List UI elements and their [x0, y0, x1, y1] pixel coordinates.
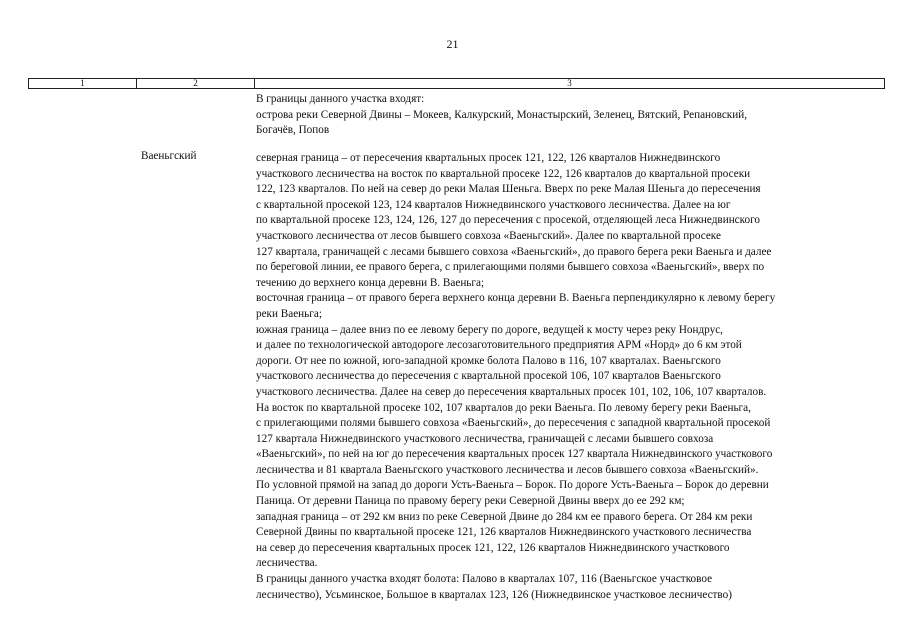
text-line: по береговой линии, ее правого берега, с прилегающими полями бывшего совхоза «Ваеньгский», вверх по [256, 261, 765, 274]
text-line: западная граница – от 292 км вниз по реке Северной Двине до 284 км ее правого берега. От 284 км реки [256, 510, 753, 523]
text-line: участкового лесничества на восток по квартальной просеке 122, 126 кварталов до квартальной просеки [256, 167, 751, 180]
text-line: По условной прямой на запад до дороги Усть-Ваеньга – Борок. По дороге Усть-Ваеньга – Борок до деревни [256, 479, 769, 492]
text-line: восточная граница – от правого берега верхнего конца деревни В. Ваеньга перпендикулярно к левому берегу [256, 292, 776, 305]
text-line: острова реки Северной Двины – Мокеев, Калкурский, Монастырский, Зеленец, Вятский, Репановский, [256, 108, 748, 121]
text-line: В границы данного участка входят болота: Палово в кварталах 107, 116 (Ваеньгское участковое [256, 573, 713, 586]
text-line: «Ваеньгский», по ней на юг до пересечения квартальных просек 127 квартала Нижнедвинского участкового [256, 448, 773, 461]
table-header-cell-1: 1 [29, 79, 137, 88]
text-line: лесничества и 81 квартала Ваеньгского участкового лесничества и лесов бывшего совхоза «Ваеньгский». [256, 463, 759, 476]
text-line: по квартальной просеке 123, 124, 126, 127 до пересечения с просекой, отделяющей леса Нижнедвинского [256, 214, 761, 227]
text-line: лесничество), Усьминское, Большое в кварталах 123, 126 (Нижнедвинское участковое лесничество) [256, 588, 732, 601]
text-line: участкового лесничества от лесов бывшего совхоза «Ваеньгский». Далее по квартальной просеке [256, 229, 721, 242]
text-line: Паница. От деревни Паница по правому берегу реки Северной Двины вверх до ее 292 км; [256, 495, 685, 508]
row-vaengsky-text [256, 151, 871, 603]
text-line: дороги. От нее по южной, юго-западной кромке болота Палово в 116, 107 кварталах. Ваеньгского [256, 354, 721, 367]
text-line: участкового лесничества. Далее на север до пересечения квартальных просек 101, 102, 106, 107 кварталов. [256, 385, 767, 398]
text-line: на север до пересечения квартальных просек 121, 122, 126 кварталов Нижнедвинского участкового [256, 541, 730, 554]
text-line: северная граница – от пересечения квартальных просек 121, 122, 126 кварталов Нижнедвинского [256, 152, 721, 164]
text-line: 127 квартала, граничащей с лесами бывшего совхоза «Ваеньгский», до правого берега реки Ваеньга и далее [256, 245, 772, 258]
row-islands-text [256, 92, 871, 139]
table-header-cell-3: 3 [567, 78, 572, 88]
text-line: В границы данного участка входят: [256, 93, 425, 105]
text-line: с квартальной просекой 123, 124 кварталов Нижнедвинского участкового лесничества. Далее на юг [256, 198, 731, 211]
page-number: 21 [446, 37, 459, 51]
text-line: Богачёв, Попов [256, 124, 330, 137]
table-header-row [28, 78, 885, 89]
text-line: южная граница – далее вниз по ее левому берегу по дороге, ведущей к мосту через реку Нондрус, [256, 323, 723, 336]
text-line: 122, 123 кварталов. По ней на север до реки Малая Шеньга. Вверх по реке Малая Шеньга до пересечения [256, 183, 761, 196]
text-line: реки Ваеньга; [256, 307, 322, 320]
text-line: 127 квартала Нижнедвинского участкового лесничества, граничащей с лесами бывшего совхоза [256, 432, 714, 445]
text-line: течению до верхнего конца деревни В. Ваеньга; [256, 276, 485, 289]
text-line: Северной Двины по квартальной просеке 121, 126 кварталов Нижнедвинского участкового лесничества [256, 526, 752, 539]
text-line: и далее по технологической автодороге лесозаготовительного предприятия АРМ «Норд» до 6 км этой [256, 339, 742, 352]
row-name-vaengsky: Ваеньгский [141, 150, 197, 162]
text-line: участкового лесничества до пересечения с квартальной просекой 106, 107 кварталов Ваеньгского [256, 370, 721, 383]
text-line: На восток по квартальной просеке 102, 107 кварталов до реки Ваеньга. По левому берегу реки Ваеньга, [256, 401, 751, 414]
table-header-cell-2: 2 [137, 79, 255, 88]
text-line: с прилегающими полями бывшего совхоза «Ваеньгский», до пересечения с западной квартальной просекой [256, 417, 771, 430]
text-line: лесничества. [256, 557, 318, 570]
